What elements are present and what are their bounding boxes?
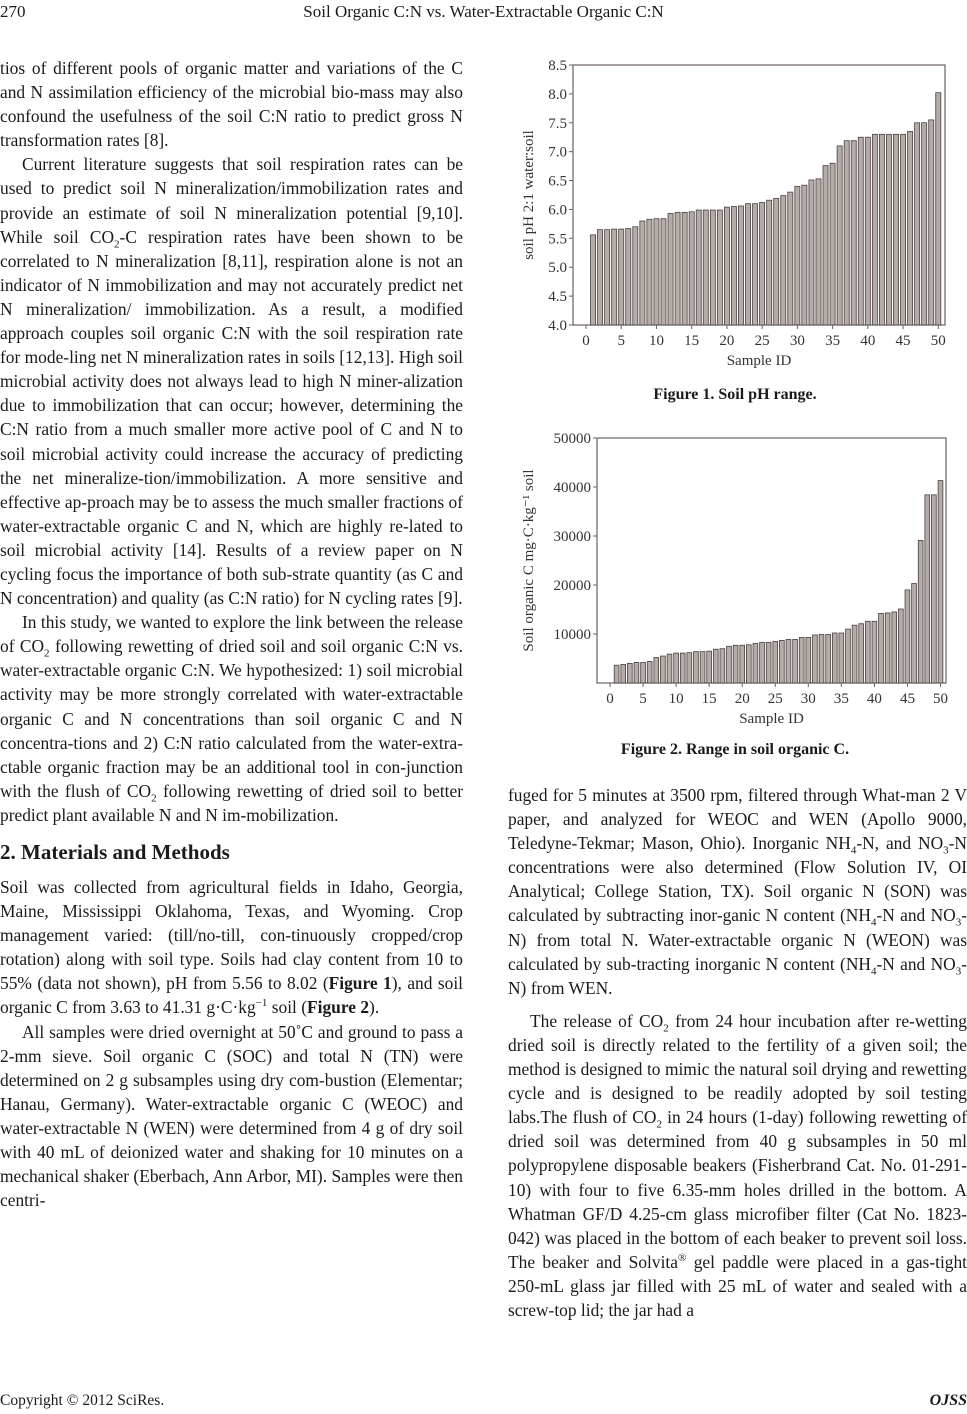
bar-sample-16 [696,210,701,325]
y-tick-label: 30000 [553,529,591,545]
y-tick-label: 7.0 [548,144,567,161]
bar-sample-22 [753,643,758,683]
text: -N and NO [876,905,956,926]
bar-sample-47 [915,123,920,325]
paragraph [508,783,967,1000]
text: -N) from total N. Water-extractable organic N (WEON) was calculated by sub-tracting inorganic N content (NH [508,905,967,974]
x-tick-label: 5 [639,691,647,707]
bar-sample-39 [865,621,870,683]
y-tick-label: 20000 [553,578,591,594]
y-axis-label: soil pH 2:1 water:soil [521,130,537,260]
bar-sample-22 [738,206,743,325]
x-tick-label: 25 [754,333,770,349]
x-tick-label: 0 [606,691,614,707]
x-tick-label: 40 [866,691,882,707]
bar-sample-7 [654,658,659,683]
subscript: 2 [663,1022,669,1035]
bar-sample-12 [687,653,692,683]
y-tick-label: 5.0 [548,260,567,277]
bar-sample-41 [879,613,884,683]
bar-sample-43 [886,134,891,325]
bar-sample-28 [793,639,798,683]
text: following rewetting of dried soil and soil organic C:N vs. water-extractable organic C:N. We hypothesized: 1) soil microbial activity may be more strongly correlated with water-extractable organic C and N concentrations than soil organic C and N concentra-tions and 2) C:N ratio calculated from the water-extra-ctable organic fraction may be an additional tool in con-junction with the flush of CO [0,636,463,801]
bar-sample-21 [731,207,736,325]
x-tick-label: 0 [582,333,590,349]
bar-sample-17 [703,210,708,325]
bar-sample-15 [689,212,694,325]
bar-sample-36 [837,146,842,325]
bar-sample-2 [621,664,626,683]
x-tick-label: 15 [684,333,700,349]
subscript: 4 [850,844,857,857]
bar-sample-36 [846,629,851,683]
paragraph [0,152,463,610]
bar-sample-9 [667,654,672,683]
bar-sample-42 [885,613,890,683]
x-tick-label: 50 [932,691,948,707]
bar-sample-31 [802,185,807,325]
bar-sample-38 [851,141,856,325]
text: -C respiration rates have been shown to be correlated to N mineralization [8,11], respiration alone is not an indicator of N immobilization and may not accurately predict net N mineralization/ immobilization. As a result, a modified approach couples soil organic C:N with the soil respiration rate for mode-ling net N mineralization rates in soils [12,13]. High soil microbial activity does not always lead to high N miner-alization due to immobilization that can occur; however, determining the C:N ratio from a much smaller more active pool of C and N to soil microbial activity could increase the accuracy of predicting the net mineralize-tion/immobilization. A more sensitive and effective ap-proach may be to assess the much smaller fractions of water-extractable organic C and N, which are highly re-lated to soil microbial activity [14]. Results of a review paper on N cycling focus the importance of both sub-strate quantity (as C and N concentration) and quality (as C:N ratio) for N cycling rates [9]. [0,226,463,609]
bar-sample-45 [901,134,906,325]
y-tick-label: 6.5 [548,173,567,190]
y-tick-label: 10000 [553,627,591,643]
bar-sample-35 [830,163,835,325]
right-column [508,783,967,1322]
bar-sample-6 [647,661,652,683]
text: -N, and NO [856,833,944,854]
bar-sample-27 [774,198,779,325]
x-tick-label: 15 [701,691,717,707]
bar-sample-23 [746,204,751,325]
registered-mark: ® [677,1251,687,1264]
bar-sample-33 [826,634,831,683]
page-number: 270 [0,2,26,21]
text: Current literature suggests that soil respiration rates can be used to predict soil N mineralization/immobilization rates and provide an estimate of soil N mineralization potential [9,10]. While soil CO [0,154,463,247]
subscript: 3 [955,965,962,978]
bar-sample-47 [918,540,923,683]
x-tick-label: 25 [767,691,783,707]
x-tick-label: 35 [825,333,841,349]
bar-sample-33 [816,179,821,325]
bar-sample-13 [675,212,680,325]
bar-sample-20 [724,207,729,325]
y-axis-label: Soil organic C mg·C·kg⁻¹ soil [521,469,537,652]
text: Soil was collected from agricultural fields in Idaho, Georgia, Maine, Mississippi Oklahoma, Texas, and Wyoming. Crop management varied: (till/no-till, con-tinuously cropped/crop rotation) along with soil type. Soils had clay content from 10 to 55% (data not shown), pH from 5.56 to 8.02 ( [0,877,463,994]
bar-sample-4 [612,229,617,325]
bar-sample-43 [892,612,897,683]
x-tick-label: 10 [668,691,684,707]
bar-sample-11 [680,653,685,683]
bar-sample-40 [865,137,870,325]
bar-sample-49 [929,120,934,325]
bar-sample-3 [627,663,632,683]
bar-sample-35 [839,633,844,683]
bar-sample-41 [872,134,877,325]
x-tick-label: 40 [860,333,876,349]
subscript: 4 [870,916,877,929]
y-tick-label: 40000 [553,480,591,496]
bar-sample-14 [700,652,705,683]
bar-sample-24 [766,642,771,683]
subscript: 3 [943,844,949,857]
y-tick-label: 6.0 [548,202,567,219]
bar-sample-11 [661,219,666,325]
figure-1-ph-chart [515,52,955,369]
bar-sample-2 [598,230,603,325]
bar-sample-23 [760,642,765,683]
bar-sample-3 [605,230,610,325]
bar-sample-20 [740,645,745,683]
x-tick-label: 45 [899,691,915,707]
y-tick-label: 4.0 [548,318,567,334]
x-tick-label: 20 [719,333,735,349]
bar-sample-30 [806,637,811,683]
bar-sample-40 [872,621,877,683]
x-tick-label: 5 [617,333,625,349]
bar-sample-30 [795,186,800,325]
y-tick-label: 8.5 [548,58,567,74]
bar-sample-34 [823,166,828,325]
bar-sample-17 [720,649,725,683]
left-column [0,56,463,1212]
journal-abbrev: OJSS [929,1392,967,1409]
subscript: 2 [151,792,157,805]
copyright: Copyright © 2012 SciRes. [0,1392,165,1409]
bar-sample-25 [760,203,765,325]
bar-sample-29 [788,192,793,325]
bar-sample-12 [668,213,673,325]
subscript: 3 [955,916,962,929]
bar-sample-18 [727,646,732,683]
running-title: Soil Organic C:N vs. Water-Extractable Organic C:N [303,2,664,21]
bar-sample-18 [710,210,715,325]
bar-sample-6 [626,229,631,325]
bar-sample-42 [879,134,884,325]
x-tick-label: 45 [895,333,911,349]
bar-sample-48 [925,495,930,683]
bar-sample-34 [832,633,837,683]
bar-sample-31 [813,635,818,683]
text: -N concentrations were also determined (Flow Solution IV, OI Analytical; College Station, TX). Soil organic N (SON) was calculated by subtracting inor-ganic N content (NH [508,833,967,926]
x-tick-label: 20 [734,691,750,707]
text: The release of CO [530,1010,664,1031]
bar-sample-1 [591,235,596,325]
bar-sample-24 [753,204,758,325]
figure-1-link[interactable]: Figure 1 [328,973,392,994]
y-tick-label: 4.5 [548,289,567,306]
bar-sample-7 [633,227,638,325]
subscript: 2 [44,647,50,660]
figure-2-soc-chart [515,425,955,730]
text: in 24 hours (1-day) following rewetting of dried soil was determined from 40 g subsamples in 50 ml polypropylene disposable beakers (Fisherbrand Cat. No. 01-291-10) with four to five 6.35-mm holes drilled in the bottom. A Whatman GF/D 4.25-cm glass microfiber filter (Cat No. 1823-042) was placed in the bottom of each beaker to prevent soil loss. The beaker and Solvita [508,1107,967,1272]
bar-sample-8 [640,221,645,325]
bar-sample-37 [844,141,849,325]
bar-sample-26 [779,640,784,683]
y-tick-label: 8.0 [548,86,567,103]
y-tick-label: 7.5 [548,115,567,132]
bar-sample-28 [781,196,786,325]
paragraph: tios of different pools of organic matter and variations of the C and N assimilation efficiency of the microbial bio-mass may also confound the usefulness of the soil C:N ratio to predict gross N transformation rates [8]. [0,58,463,151]
text: from 24 hour incubation after re-wetting dried soil is directly related to the fertility of a given soil; the method is designed to mimic the natural soil drying and rewetting cycle and is designed to be readily adopted by soil testing labs.The flush of CO [508,1010,967,1128]
bar-sample-5 [641,662,646,683]
y-tick-label: 5.5 [548,231,567,248]
bar-sample-19 [733,645,738,683]
bar-sample-5 [619,229,624,325]
bar-sample-46 [908,131,913,325]
subscript: 4 [870,965,877,978]
section-heading: 2. Materials and Methods [0,840,230,864]
x-tick-label: 50 [930,333,946,349]
x-axis-label: Sample ID [739,711,804,727]
paragraph: All samples were dried overnight at 50˚C and ground to pass a 2-mm sieve. Soil organic C (SOC) and total N (TN) were determined on 2 g subsamples using dry com-bustion (Elementar; Hanau, Germany). Water-extractable organic C (WEOC) and water-extractable N (WEN) were determined from 4 g of dry soil with 40 mL of deionized water and shaking for 10 minutes on a mechanical shaker (Eberbach, Ann Arbor, MI). Samples were then centri- [0,1021,463,1211]
bar-sample-26 [767,200,772,325]
x-tick-label: 10 [648,333,664,349]
bar-sample-39 [858,137,863,325]
subscript: 2 [656,1118,662,1131]
paragraph [508,1009,967,1322]
bar-sample-9 [647,219,652,325]
figure-2-caption: Figure 2. Range in soil organic C. [620,741,850,758]
text: -N and NO [876,953,956,974]
bar-sample-32 [819,634,824,683]
figure-2-link[interactable]: Figure 2 [307,997,370,1018]
bar-sample-14 [682,212,687,325]
bar-sample-25 [773,641,778,683]
bar-sample-50 [938,481,943,683]
text: -N) from WEN. [508,953,967,998]
x-tick-label: 35 [833,691,849,707]
bar-sample-46 [912,584,917,683]
bar-sample-29 [799,637,804,683]
y-tick-label: 50000 [553,431,591,447]
bar-sample-49 [932,495,937,683]
bar-sample-8 [661,656,666,683]
bar-sample-10 [654,219,659,325]
text: fuged for 5 minutes at 3500 rpm, filtered through What-man 2 V paper, and analyzed for WEOC and WEN (Apollo 9000, Teledyne-Tekmar; Mason, Ohio). Inorganic NH [508,785,967,854]
text: ). [369,997,380,1018]
paragraph [0,610,463,827]
x-tick-label: 30 [789,333,805,349]
text: In this study, we wanted to explore the link between the release of CO [0,612,463,657]
bar-sample-27 [786,639,791,683]
bar-sample-44 [893,134,898,325]
figure-1-caption: Figure 1. Soil pH range. [653,386,817,403]
bar-sample-10 [674,653,679,683]
bar-sample-15 [707,651,712,683]
bar-sample-13 [694,652,699,683]
text: ), and soil organic C from 3.63 to 41.31 g·C·kg [0,973,463,1018]
x-axis-label: Sample ID [726,353,792,369]
bar-sample-37 [852,625,857,683]
text: following rewetting of dried soil to better predict plant available N and N im-mobilization. [0,780,464,825]
text: gel paddle were placed in a gas-tight 250-mL glass jar filled with 25 mL of water and sealed with a screw-top lid; the jar had a [508,1251,967,1320]
bar-sample-45 [905,590,910,683]
bar-sample-1 [614,665,619,683]
bar-sample-38 [859,624,864,683]
x-tick-label: 30 [800,691,816,707]
superscript: −1 [255,997,268,1010]
bar-sample-44 [898,609,903,683]
bar-sample-19 [717,210,722,325]
text: soil ( [267,997,308,1018]
bar-sample-21 [746,645,751,683]
bar-sample-48 [922,123,927,325]
bar-sample-4 [634,662,639,683]
bar-sample-32 [809,180,814,325]
subscript: 2 [114,238,120,251]
paragraph [0,875,463,1020]
bar-sample-50 [936,93,941,325]
bar-sample-16 [713,649,718,683]
